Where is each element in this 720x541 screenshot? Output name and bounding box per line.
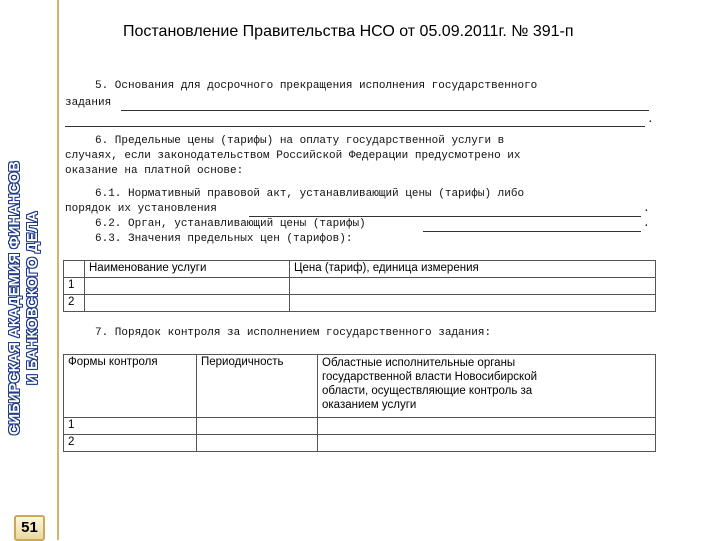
price-table — [63, 260, 656, 312]
section-5-line-1: 5. Основания для досрочного прекращения исполнения государственного — [95, 80, 538, 92]
fill-line — [249, 216, 641, 217]
row-number: 2 — [64, 295, 85, 312]
section-6-line-1: 6. Предельные цены (тарифы) на оплату государственной услуги в — [95, 135, 505, 147]
page-title: Постановление Правительства НСО от 05.09.2011г. № 391-п — [123, 23, 574, 40]
table-cell — [318, 418, 656, 435]
table-header-cell: Периодичность — [197, 355, 318, 418]
control-table — [63, 354, 656, 452]
organization-name — [6, 88, 50, 508]
row-number: 1 — [64, 418, 197, 435]
fill-line — [65, 126, 645, 127]
row-number: 1 — [64, 278, 85, 295]
table-row — [64, 295, 656, 312]
table-row — [64, 278, 656, 295]
section-6-line-2: случаях, если законодательством Российской Федерации предусмотрено их — [65, 150, 521, 162]
fill-line — [121, 110, 649, 111]
table-cell — [85, 278, 290, 295]
sidebar — [0, 0, 56, 540]
section-6-1-line-2: порядок их установления — [65, 203, 217, 215]
section-6-2-end: . — [643, 218, 650, 230]
table-cell — [290, 278, 656, 295]
section-6-1-end: . — [643, 203, 650, 215]
section-5-end: . — [647, 114, 654, 126]
page-number: 51 — [14, 515, 45, 541]
section-6-2: 6.2. Орган, устанавливающий цены (тарифы) — [95, 218, 366, 230]
table-header-row — [64, 355, 656, 418]
table-header-cell — [64, 261, 85, 278]
section-6-3: 6.3. Значения предельных цен (тарифов): — [95, 233, 353, 245]
table-cell — [85, 295, 290, 312]
section-5-line-2: задания — [65, 97, 112, 109]
org-name-line-1: СИБИРСКАЯ АКАДЕМИЯ ФИНАНСОВ — [7, 160, 23, 436]
table-cell — [290, 295, 656, 312]
table-row — [64, 435, 656, 452]
table-header-cell: Формы контроля — [64, 355, 197, 418]
table-cell — [197, 435, 318, 452]
table-header-cell: Цена (тариф), единица измерения — [290, 261, 656, 278]
fill-line — [423, 231, 641, 232]
table-header-cell: Наименование услуги — [85, 261, 290, 278]
table-header-cell: Областные исполнительные органы государственной власти Новосибирской области, осуществляющие контроль за оказанием услуги — [318, 355, 656, 418]
table-row — [64, 418, 656, 435]
row-number: 2 — [64, 435, 197, 452]
table-header-row — [64, 261, 656, 278]
sidebar-divider — [57, 0, 59, 540]
table-cell — [197, 418, 318, 435]
section-6-1-line-1: 6.1. Нормативный правовой акт, устанавливающий цены (тарифы) либо — [95, 188, 525, 200]
table-cell — [318, 435, 656, 452]
section-7-heading: 7. Порядок контроля за исполнением государственного задания: — [95, 327, 492, 339]
org-name-line-2: И БАНКОВСКОГО ДЕЛА — [25, 211, 41, 385]
section-6-line-3: оказание на платной основе: — [65, 165, 244, 177]
